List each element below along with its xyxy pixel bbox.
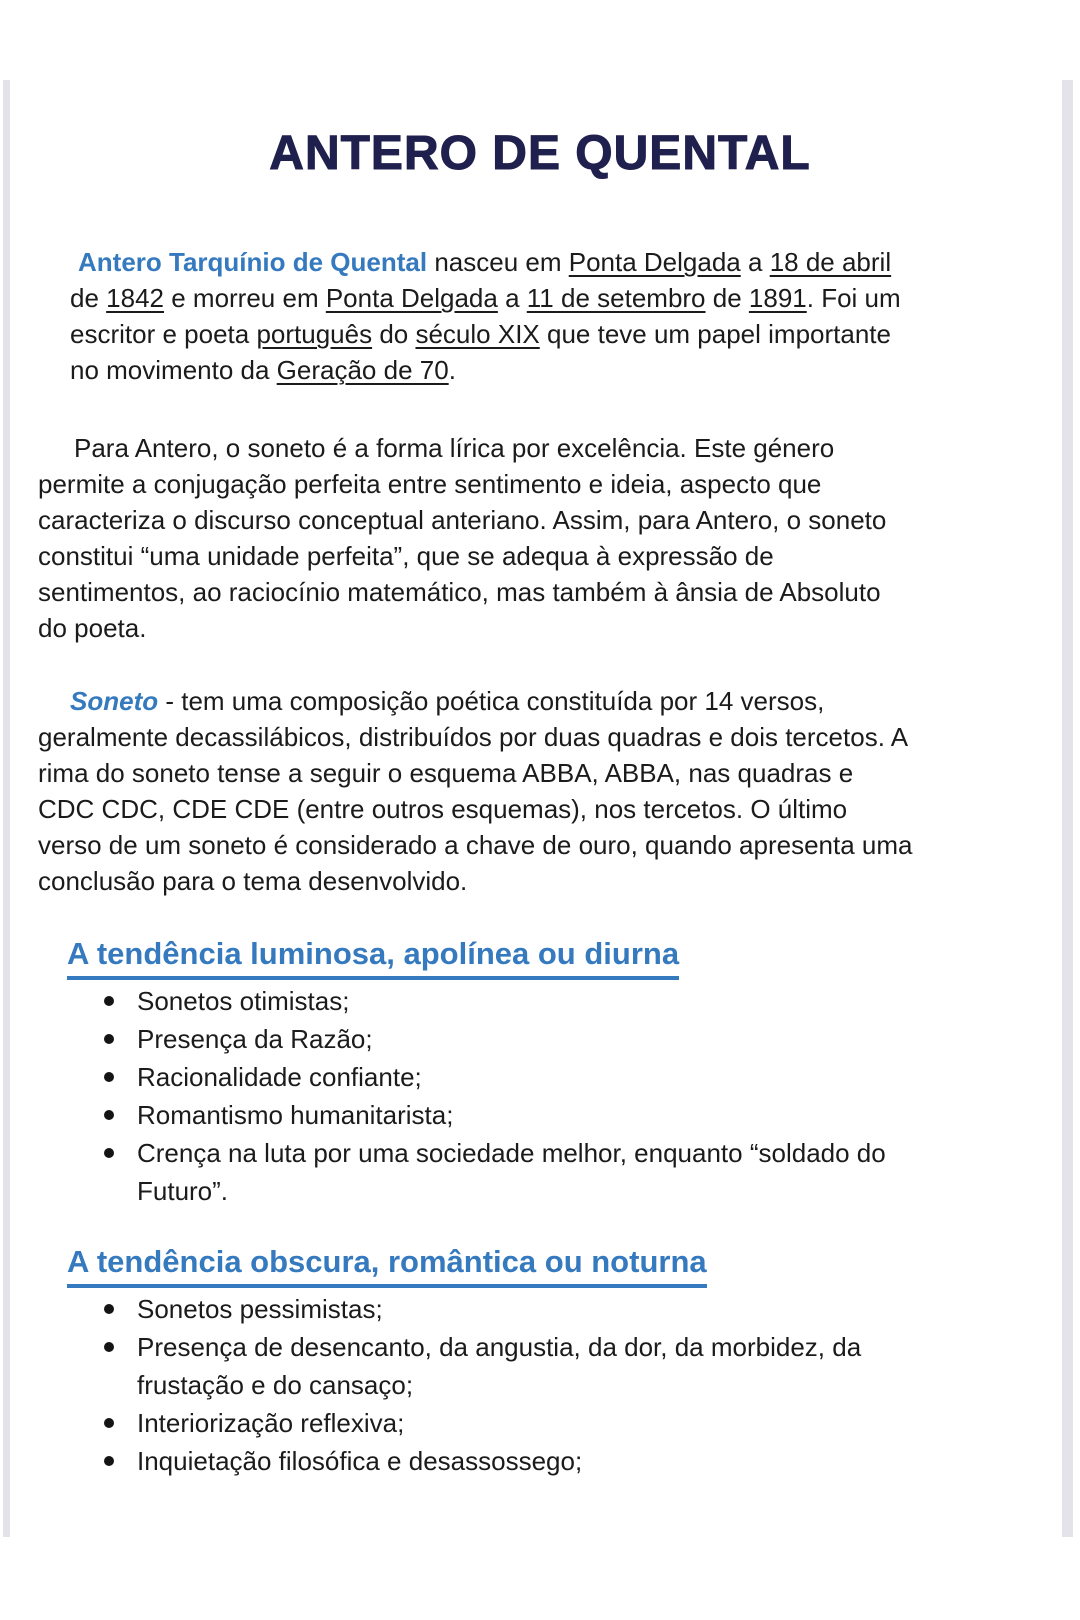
- page-edge-left: [3, 80, 10, 1537]
- text-segment: permite a conjugação perfeita entre sentimento e ideia, aspecto que: [38, 469, 822, 499]
- text-segment: escritor e poeta: [70, 319, 257, 349]
- text-line: [38, 502, 970, 538]
- underlined-link-term[interactable]: Ponta Delgada: [568, 247, 741, 277]
- list-item: Racionalidade confiante;: [38, 1058, 968, 1096]
- text-line: [38, 610, 970, 646]
- document-title: ANTERO DE QUENTAL: [269, 127, 811, 180]
- list-item: Presença de desencanto, da angustia, da dor, da morbidez, da frustação e do cansaço;: [38, 1328, 968, 1404]
- text-segment: do: [372, 319, 416, 349]
- text-segment: conclusão para o tema desenvolvido.: [38, 866, 468, 896]
- list-item: Romantismo humanitarista;: [38, 1096, 968, 1134]
- paragraph-bio: [70, 244, 970, 388]
- list-item: Presença da Razão;: [38, 1020, 968, 1058]
- list-item: Sonetos pessimistas;: [38, 1290, 968, 1328]
- underlined-link-term[interactable]: Geração de 70: [276, 355, 449, 385]
- text-segment: a: [497, 283, 527, 313]
- text-line: [38, 791, 970, 827]
- text-segment: constitui “uma unidade perfeita”, que se adequa à expressão de: [38, 541, 774, 571]
- text-segment: a: [740, 247, 770, 277]
- text-line: [38, 574, 970, 610]
- accent-term: Soneto: [70, 686, 159, 716]
- underlined-link-term[interactable]: Ponta Delgada: [325, 283, 498, 313]
- text-segment: verso de um soneto é considerado a chave de ouro, quando apresenta uma: [38, 830, 913, 860]
- list-item: Inquietação filosófica e desassossego;: [38, 1442, 968, 1480]
- text-segment: nasceu em: [427, 247, 569, 277]
- text-line: [38, 827, 970, 863]
- text-segment: e morreu em: [164, 283, 326, 313]
- text-segment: rima do soneto tense a seguir o esquema ABBA, ABBA, nas quadras e: [38, 758, 854, 788]
- underlined-link-term[interactable]: 11 de setembro: [526, 283, 706, 313]
- text-segment: caracteriza o discurso conceptual anteriano. Assim, para Antero, o soneto: [38, 505, 887, 535]
- text-line: [38, 755, 970, 791]
- section-heading-luminosa: [67, 936, 679, 980]
- text-segment: de: [705, 283, 749, 313]
- text-segment: CDC CDC, CDE CDE (entre outros esquemas), nos tercetos. O último: [38, 794, 848, 824]
- text-line: [38, 863, 970, 899]
- text-segment: de: [70, 283, 107, 313]
- text-line: [38, 430, 970, 466]
- list-item: Interiorização reflexiva;: [38, 1404, 968, 1442]
- accent-term: Antero Tarquínio de Quental: [78, 247, 428, 277]
- section-heading-text: A tendência obscura, romântica ou noturna: [67, 1244, 707, 1288]
- page-edge-right: [1062, 80, 1073, 1537]
- section-heading-obscura: [67, 1244, 707, 1288]
- text-line: [38, 538, 970, 574]
- text-segment: no movimento da: [70, 355, 277, 385]
- text-line: [38, 683, 970, 719]
- text-line: [70, 316, 970, 352]
- text-line: [70, 352, 970, 388]
- underlined-link-term[interactable]: 1891: [748, 283, 807, 313]
- text-line: [70, 280, 970, 316]
- paragraph-soneto-lirica: [38, 430, 970, 646]
- bullet-list-obscura: [38, 1290, 968, 1480]
- list-item: Crença na luta por uma sociedade melhor, enquanto “soldado do Futuro”.: [38, 1134, 968, 1210]
- text-segment: do poeta.: [38, 613, 147, 643]
- text-line: [70, 244, 970, 280]
- list-item: Sonetos otimistas;: [38, 982, 968, 1020]
- underlined-link-term[interactable]: 18 de abril: [769, 247, 892, 277]
- paragraph-soneto-definicao: [38, 683, 970, 899]
- underlined-link-term[interactable]: português: [256, 319, 373, 349]
- section-heading-text: A tendência luminosa, apolínea ou diurna: [67, 936, 679, 980]
- text-segment: que teve um papel importante: [539, 319, 891, 349]
- text-segment: geralmente decassilábicos, distribuídos por duas quadras e dois tercetos. A: [38, 722, 909, 752]
- underlined-link-term[interactable]: século XIX: [415, 319, 540, 349]
- text-line: [38, 719, 970, 755]
- bullet-list-luminosa: [38, 982, 968, 1210]
- text-segment: sentimentos, ao raciocínio matemático, mas também à ânsia de Absoluto: [38, 577, 881, 607]
- text-segment: Para Antero, o soneto é a forma lírica por excelência. Este género: [74, 433, 835, 463]
- text-line: [38, 466, 970, 502]
- text-segment: . Foi um: [806, 283, 901, 313]
- underlined-link-term[interactable]: 1842: [106, 283, 164, 313]
- text-segment: .: [448, 355, 456, 385]
- text-segment: - tem uma composição poética constituída por 14 versos,: [158, 686, 825, 716]
